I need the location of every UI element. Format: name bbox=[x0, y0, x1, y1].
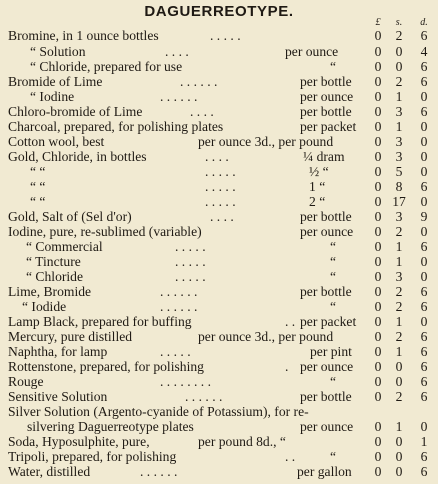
item-unit: “ bbox=[330, 299, 337, 314]
item-unit: 2 “ bbox=[309, 194, 326, 209]
leader-dots: . . . . . bbox=[160, 344, 191, 359]
leader-dots: . . . . . bbox=[175, 239, 206, 254]
price-pounds: 0 bbox=[374, 269, 382, 284]
item-name: “ Chloride, prepared for use bbox=[30, 59, 183, 74]
price-shillings: 1 bbox=[395, 89, 403, 104]
price-pounds: 0 bbox=[374, 419, 382, 434]
price-pence: 6 bbox=[420, 329, 428, 344]
price-pounds: 0 bbox=[374, 224, 382, 239]
price-row bbox=[0, 299, 438, 315]
price-row bbox=[0, 254, 438, 270]
leader-dots: . . . . . bbox=[205, 194, 236, 209]
price-pence: 6 bbox=[420, 449, 428, 464]
item-name: “ Chloride bbox=[26, 269, 84, 284]
leader-dots: . bbox=[285, 359, 289, 374]
price-pence: 6 bbox=[420, 299, 428, 314]
price-shillings: 0 bbox=[395, 374, 403, 389]
item-name: “ Iodide bbox=[22, 299, 67, 314]
price-pence: 0 bbox=[420, 269, 428, 284]
price-pounds: 0 bbox=[374, 254, 382, 269]
price-shillings: 2 bbox=[395, 284, 403, 299]
price-row bbox=[0, 434, 438, 450]
price-shillings: 2 bbox=[395, 224, 403, 239]
item-unit: per bottle bbox=[300, 74, 352, 89]
price-shillings: 1 bbox=[395, 254, 403, 269]
price-pounds: 0 bbox=[374, 209, 382, 224]
item-name: Bromide of Lime bbox=[8, 74, 103, 89]
price-shillings: 0 bbox=[395, 434, 403, 449]
item-unit: “ bbox=[330, 374, 337, 389]
item-unit: “ bbox=[330, 269, 337, 284]
price-row bbox=[0, 209, 438, 225]
price-shillings: 0 bbox=[395, 44, 403, 59]
price-pence: 4 bbox=[420, 44, 428, 59]
item-name: silvering Daguerreotype plates bbox=[27, 419, 194, 434]
item-name: Gold, Salt of (Sel d'or) bbox=[8, 209, 132, 224]
item-unit: per packet bbox=[300, 119, 357, 134]
price-pounds: 0 bbox=[374, 374, 382, 389]
leader-dots: . . . . . bbox=[210, 28, 241, 43]
price-shillings: 3 bbox=[395, 149, 403, 164]
price-pounds: 0 bbox=[374, 449, 382, 464]
price-pounds: 0 bbox=[374, 434, 382, 449]
item-unit: per pound 8d., “ bbox=[198, 434, 286, 449]
price-pounds: 0 bbox=[374, 389, 382, 404]
price-shillings: 0 bbox=[395, 59, 403, 74]
leader-dots: . . . . . . bbox=[160, 89, 198, 104]
item-name: “ “ bbox=[30, 164, 46, 179]
price-pence: 9 bbox=[420, 209, 428, 224]
leader-dots: . . . . bbox=[190, 104, 214, 119]
price-pence: 6 bbox=[420, 344, 428, 359]
item-name: Naphtha, for lamp bbox=[8, 344, 108, 359]
price-shillings: 5 bbox=[395, 164, 403, 179]
price-row bbox=[0, 164, 438, 180]
item-name: Gold, Chloride, in bottles bbox=[8, 149, 147, 164]
item-name: Bromine, in 1 ounce bottles bbox=[8, 28, 159, 43]
leader-dots: . . . . . . bbox=[140, 464, 178, 479]
item-unit: “ bbox=[330, 449, 337, 464]
price-shillings: 3 bbox=[395, 134, 403, 149]
price-pence: 6 bbox=[420, 239, 428, 254]
price-shillings: 2 bbox=[395, 389, 403, 404]
price-pence: 6 bbox=[420, 284, 428, 299]
item-unit: per ounce bbox=[300, 419, 354, 434]
price-pence: 0 bbox=[420, 224, 428, 239]
price-pence: 0 bbox=[420, 419, 428, 434]
item-name: Mercury, pure distilled bbox=[8, 329, 133, 344]
price-row bbox=[0, 74, 438, 90]
price-row bbox=[0, 269, 438, 285]
item-unit: per ounce bbox=[300, 224, 354, 239]
item-unit: per ounce bbox=[285, 44, 339, 59]
price-pence: 0 bbox=[420, 149, 428, 164]
price-pounds: 0 bbox=[374, 44, 382, 59]
leader-dots: . . . . . . bbox=[185, 389, 223, 404]
price-row bbox=[0, 134, 438, 150]
price-row bbox=[0, 89, 438, 105]
price-row bbox=[0, 359, 438, 375]
item-unit: per pint bbox=[310, 344, 352, 359]
item-name: Lamp Black, prepared for buffing bbox=[8, 314, 192, 329]
price-pence: 6 bbox=[420, 464, 428, 479]
price-row bbox=[0, 449, 438, 465]
leader-dots: . . . . . . bbox=[160, 299, 198, 314]
leader-dots: . . . . bbox=[165, 44, 189, 59]
price-shillings: 2 bbox=[395, 28, 403, 43]
price-pounds: 0 bbox=[374, 239, 382, 254]
leader-dots: . . . . bbox=[205, 149, 229, 164]
item-unit: ½ “ bbox=[309, 164, 329, 179]
price-pounds: 0 bbox=[374, 359, 382, 374]
price-row bbox=[0, 149, 438, 165]
price-pounds: 0 bbox=[374, 164, 382, 179]
price-pence: 0 bbox=[420, 119, 428, 134]
leader-dots: . . . . . bbox=[175, 254, 206, 269]
item-name: Soda, Hyposulphite, pure, bbox=[8, 434, 150, 449]
price-pounds: 0 bbox=[374, 74, 382, 89]
price-pounds: 0 bbox=[374, 329, 382, 344]
price-pounds: 0 bbox=[374, 28, 382, 43]
price-shillings: 2 bbox=[395, 74, 403, 89]
item-name: Rouge bbox=[8, 374, 44, 389]
price-row bbox=[0, 59, 438, 75]
item-unit: “ bbox=[330, 254, 337, 269]
price-pounds: 0 bbox=[374, 179, 382, 194]
price-pence: 0 bbox=[420, 134, 428, 149]
price-pence: 0 bbox=[420, 164, 428, 179]
shillings-header: s. bbox=[395, 17, 403, 28]
price-pence: 6 bbox=[420, 74, 428, 89]
price-pence: 0 bbox=[420, 194, 428, 209]
price-shillings: 0 bbox=[395, 359, 403, 374]
price-shillings: 2 bbox=[395, 329, 403, 344]
price-row bbox=[0, 374, 438, 390]
item-unit: per packet bbox=[300, 314, 357, 329]
item-unit: per bottle bbox=[300, 389, 352, 404]
price-pounds: 0 bbox=[374, 344, 382, 359]
price-pounds: 0 bbox=[374, 194, 382, 209]
item-name: “ “ bbox=[30, 194, 46, 209]
price-pence: 6 bbox=[420, 59, 428, 74]
price-pence: 6 bbox=[420, 374, 428, 389]
price-row bbox=[0, 404, 438, 420]
price-shillings: 17 bbox=[392, 194, 406, 209]
price-shillings: 1 bbox=[395, 314, 403, 329]
price-shillings: 1 bbox=[395, 119, 403, 134]
item-unit: “ bbox=[330, 59, 337, 74]
price-pence: 0 bbox=[420, 89, 428, 104]
leader-dots: . . . . . . bbox=[180, 74, 218, 89]
item-unit: per bottle bbox=[300, 104, 352, 119]
price-shillings: 1 bbox=[395, 419, 403, 434]
price-pence: 6 bbox=[420, 104, 428, 119]
leader-dots: . . . . . . bbox=[160, 284, 198, 299]
price-row bbox=[0, 344, 438, 360]
price-row bbox=[0, 104, 438, 120]
item-name: Rottenstone, prepared, for polishing bbox=[8, 359, 204, 374]
item-unit: “ bbox=[330, 239, 337, 254]
price-row bbox=[0, 464, 438, 480]
item-name: “ “ bbox=[30, 179, 46, 194]
leader-dots: . . bbox=[285, 314, 296, 329]
leader-dots: . . . . . bbox=[205, 164, 236, 179]
price-row bbox=[0, 329, 438, 345]
price-row bbox=[0, 314, 438, 330]
price-pounds: 0 bbox=[374, 104, 382, 119]
price-pence: 6 bbox=[420, 359, 428, 374]
item-unit: per ounce bbox=[300, 89, 354, 104]
item-unit: ¼ dram bbox=[303, 149, 345, 164]
item-name: Charcoal, prepared, for polishing plates bbox=[8, 119, 224, 134]
item-name: “ Commercial bbox=[26, 239, 103, 254]
price-row bbox=[0, 28, 438, 44]
item-name: Iodine, pure, re-sublimed (variable) bbox=[8, 224, 202, 239]
leader-dots: . . . . bbox=[210, 209, 234, 224]
price-pounds: 0 bbox=[374, 284, 382, 299]
price-row bbox=[0, 284, 438, 300]
item-name: “ Solution bbox=[30, 44, 86, 59]
price-shillings: 3 bbox=[395, 269, 403, 284]
price-pence: 0 bbox=[420, 254, 428, 269]
item-unit: per gallon bbox=[297, 464, 352, 479]
price-row bbox=[0, 179, 438, 195]
price-pounds: 0 bbox=[374, 89, 382, 104]
price-row bbox=[0, 389, 438, 405]
price-row bbox=[0, 44, 438, 60]
item-unit: 1 “ bbox=[309, 179, 326, 194]
price-pounds: 0 bbox=[374, 314, 382, 329]
item-name: “ Tincture bbox=[26, 254, 81, 269]
price-pounds: 0 bbox=[374, 59, 382, 74]
price-pence: 6 bbox=[420, 28, 428, 43]
page-title: DAGUERREOTYPE. bbox=[144, 3, 294, 20]
leader-dots: . . . . . bbox=[175, 269, 206, 284]
item-name: “ Iodine bbox=[30, 89, 75, 104]
pence-header: d. bbox=[420, 17, 428, 28]
price-pounds: 0 bbox=[374, 464, 382, 479]
item-unit: per bottle bbox=[300, 209, 352, 224]
leader-dots: . . . . . . . . bbox=[160, 374, 211, 389]
price-pence: 6 bbox=[420, 179, 428, 194]
price-pence: 0 bbox=[420, 314, 428, 329]
item-name: Lime, Bromide bbox=[8, 284, 92, 299]
price-shillings: 3 bbox=[395, 104, 403, 119]
item-name: Silver Solution (Argento-cyanide of Potassium), for re- bbox=[8, 404, 309, 419]
item-unit: per ounce bbox=[300, 359, 354, 374]
price-shillings: 0 bbox=[395, 464, 403, 479]
price-shillings: 3 bbox=[395, 209, 403, 224]
item-unit: per ounce 3d., per pound bbox=[198, 329, 334, 344]
price-shillings: 1 bbox=[395, 239, 403, 254]
price-shillings: 1 bbox=[395, 344, 403, 359]
price-pounds: 0 bbox=[374, 119, 382, 134]
price-pence: 1 bbox=[420, 434, 428, 449]
price-pence: 6 bbox=[420, 389, 428, 404]
price-row bbox=[0, 239, 438, 255]
pounds-header: £ bbox=[375, 17, 381, 28]
price-row bbox=[0, 119, 438, 135]
item-unit: per bottle bbox=[300, 284, 352, 299]
item-name: Chloro-bromide of Lime bbox=[8, 104, 143, 119]
price-pounds: 0 bbox=[374, 149, 382, 164]
price-pounds: 0 bbox=[374, 299, 382, 314]
leader-dots: . . bbox=[285, 449, 296, 464]
price-row bbox=[0, 419, 438, 435]
price-row bbox=[0, 194, 438, 210]
price-shillings: 0 bbox=[395, 449, 403, 464]
price-row bbox=[0, 224, 438, 240]
leader-dots: . . . . . bbox=[205, 179, 236, 194]
item-name: Tripoli, prepared, for polishing bbox=[8, 449, 177, 464]
price-pounds: 0 bbox=[374, 134, 382, 149]
item-name: Water, distilled bbox=[8, 464, 91, 479]
item-unit: per ounce 3d., per pound bbox=[198, 134, 334, 149]
price-shillings: 2 bbox=[395, 299, 403, 314]
item-name: Sensitive Solution bbox=[8, 389, 108, 404]
item-name: Cotton wool, best bbox=[8, 134, 105, 149]
price-shillings: 8 bbox=[395, 179, 403, 194]
